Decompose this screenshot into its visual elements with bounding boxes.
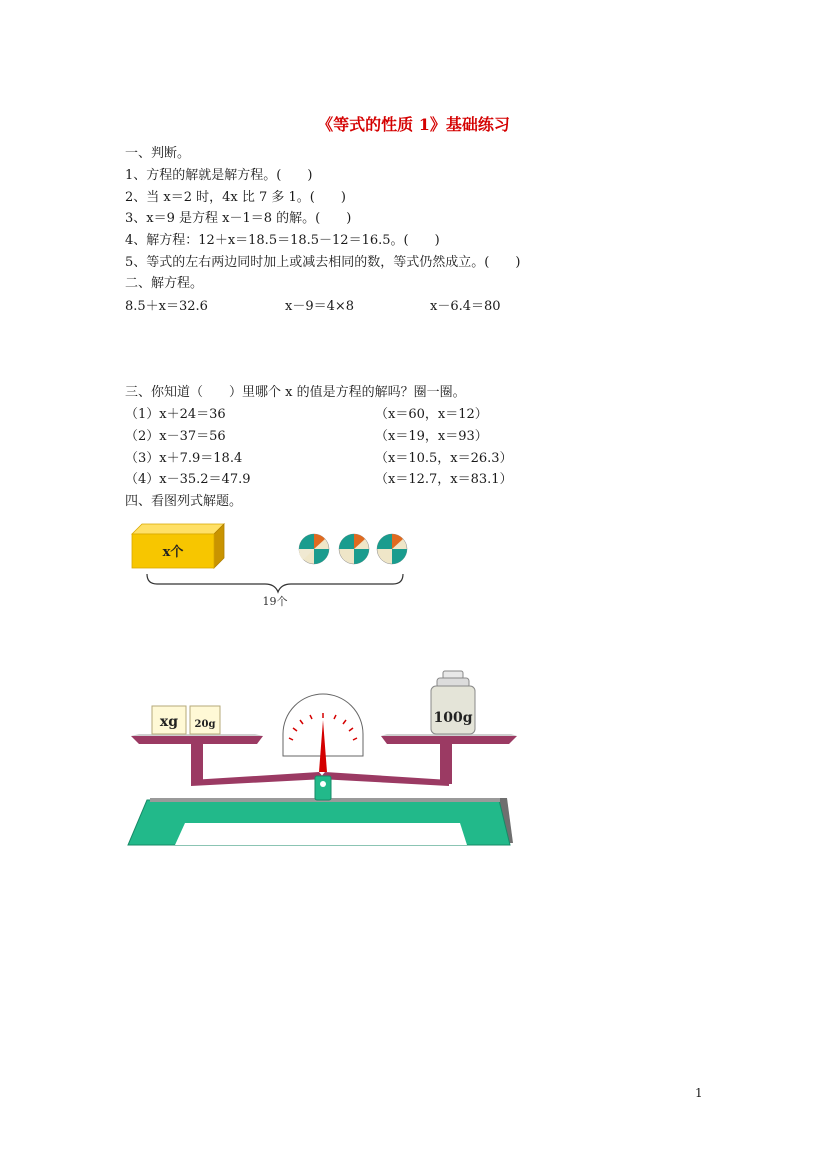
q3-eq-3: （3）x＋7.9＝18.4	[125, 451, 243, 466]
page-number: 1	[695, 1086, 703, 1100]
q3-options-4: （x＝12.7，x＝83.1）	[375, 472, 513, 487]
q3-eq-4: （4）x－35.2＝47.9	[125, 472, 251, 487]
section2-heading: 二、解方程。	[125, 276, 204, 291]
weight-xg	[152, 706, 186, 734]
right-pan	[381, 734, 517, 744]
scale-base	[128, 798, 513, 845]
brace-label: 19个	[262, 595, 288, 608]
weight-20g-label: 20g	[194, 719, 216, 730]
left-pan	[131, 734, 263, 744]
judge-item-5: 5、等式的左右两边同时加上或减去相同的数，等式仍然成立。( )	[125, 255, 521, 270]
q3-options-3: （x＝10.5，x＝26.3）	[375, 451, 513, 466]
brace-icon	[147, 574, 403, 592]
q3-eq-1: （1）x＋24＝36	[125, 407, 226, 422]
ball-1-icon	[299, 534, 329, 564]
judge-item-3: 3、x＝9 是方程 x－1＝8 的解。( )	[125, 211, 352, 226]
page-title: 《等式的性质 1》基础练习	[317, 115, 510, 134]
section4-heading: 四、看图列式解题。	[125, 494, 243, 509]
equation-1: 8.5＋x＝32.6	[125, 299, 208, 314]
weight-100g-label: 100g	[433, 710, 473, 726]
ball-2-icon	[339, 534, 369, 564]
section3-heading: 三、你知道（ ）里哪个 x 的值是方程的解吗？圈一圈。	[125, 385, 466, 400]
box-balls-figure	[125, 518, 425, 613]
judge-item-2: 2、当 x＝2 时，4x 比 7 多 1。( )	[125, 190, 346, 205]
judge-item-1: 1、方程的解就是解方程。( )	[125, 168, 313, 183]
equation-2: x－9＝4×8	[285, 299, 355, 314]
q3-options-1: （x＝60，x＝12）	[375, 407, 488, 422]
ball-3-icon	[377, 534, 407, 564]
weight-xg-label: xg	[159, 714, 179, 730]
q3-options-2: （x＝19，x＝93）	[375, 429, 488, 444]
weight-100g	[431, 671, 475, 734]
scale-dial	[283, 694, 363, 772]
judge-item-4: 4、解方程：12＋x＝18.5＝18.5－12＝16.5。( )	[125, 233, 440, 248]
x-box	[132, 524, 224, 568]
balance-scale-figure	[125, 668, 520, 853]
section1-heading: 一、判断。	[125, 146, 191, 161]
q3-eq-2: （2）x－37＝56	[125, 429, 226, 444]
box-label: x个	[162, 545, 184, 560]
weight-20g	[190, 706, 220, 734]
equation-3: x－6.4＝80	[430, 299, 501, 314]
